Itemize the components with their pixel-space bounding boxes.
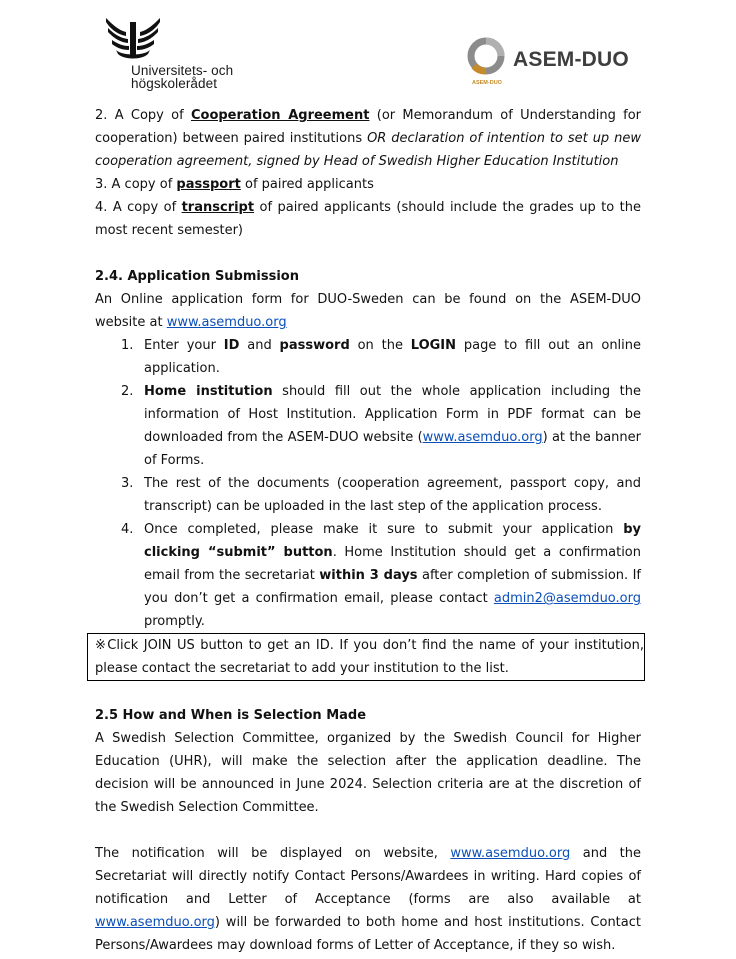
section-heading-selection: 2.5 How and When is Selection Made [95,708,367,723]
uhr-emblem-icon [104,14,162,64]
spacer [95,681,641,704]
cooperation-agreement-link[interactable]: Cooperation Agreement [190,108,370,123]
list-item: 1. Enter your ID and password on the LOGIN page to fill out an online application. [121,338,642,376]
uhr-logo-line-1: Universitets- och [131,63,234,78]
uhr-logo-text [131,64,233,90]
uhr-logo-line-2: högskolerådet [131,76,218,91]
passport-link[interactable]: passport [176,177,241,192]
notification-paragraph: The notification will be displayed on website, www.asemduo.org and the Secretariat will directly notify Contact Persons/Awardees in writing. Hard copies of notification and Letter of Acceptance (forms are also available at www.asemduo.org) will be forwarded to both home and host institutions. Contact Persons/Awardees may download forms of Letter of Acceptance, if they so wish. [95,846,641,953]
list-item: 3. The rest of the documents (cooperation agreement, passport copy, and transcript) can be uploaded in the last step of the application process. [121,476,641,514]
spacer [95,242,641,265]
list-item: 4. Once completed, please make it sure to submit your application by clicking “submit” button. Home Institution should get a confirmation email from the secretariat within 3 days after completion of submission. If you don’t get a confirmation email, please contact admin2@asemduo.org promptly. [121,522,641,629]
requirement-item-2: 2. A Copy of Cooperation Agreement (or Memorandum of Understanding for cooperation) between paired institutions OR declaration of intention to set up new cooperation agreement, signed by Head of Swedish Higher Education Institution [95,108,642,169]
requirement-item-4: 4. A copy of transcript of paired applicants (should include the grades up to the most recent semester) [95,200,641,238]
asemduo-website-link[interactable]: www.asemduo.org [166,315,287,330]
asem-duo-logo [466,36,636,90]
section-heading-application-submission: 2.4. Application Submission [95,269,299,284]
application-intro: An Online application form for DUO-Sweden can be found on the ASEM-DUO website at www.asemduo.org [95,292,641,330]
list-item: 2. Home institution should fill out the whole application including the information of Host Institution. Application Form in PDF format can be downloaded from the ASEM-DUO website (www.asemduo.org) at the banner of Forms. [121,384,642,468]
selection-paragraph: A Swedish Selection Committee, organized by the Swedish Council for Higher Education (UHR), will make the selection after the application deadline. The decision will be announced in June 2024. Selection criteria are at the discretion of the Swedish Selection Committee. [95,731,641,815]
admin-email-link[interactable]: admin2@asemduo.org [493,591,641,606]
transcript-link[interactable]: transcript [181,200,255,215]
spacer [95,819,641,842]
submission-steps-list [95,334,641,633]
asemduo-website-link[interactable]: www.asemduo.org [422,430,543,445]
asem-duo-logo-text: ASEM-DUO [513,48,629,71]
asemduo-website-link[interactable]: www.asemduo.org [95,915,215,930]
join-us-notice-box: ※Click JOIN US button to get an ID. If you don’t find the name of your institution, please contact the secretariat to add your institution to the list. [87,633,645,681]
asem-duo-ring-icon [466,36,510,80]
requirement-item-3: 3. A copy of passport of paired applicants [95,177,374,192]
uhr-logo [104,14,264,92]
document-body [95,104,644,957]
asemduo-website-link[interactable]: www.asemduo.org [450,846,571,861]
asem-duo-logo-small-text: ASEM-DUO [472,80,502,86]
